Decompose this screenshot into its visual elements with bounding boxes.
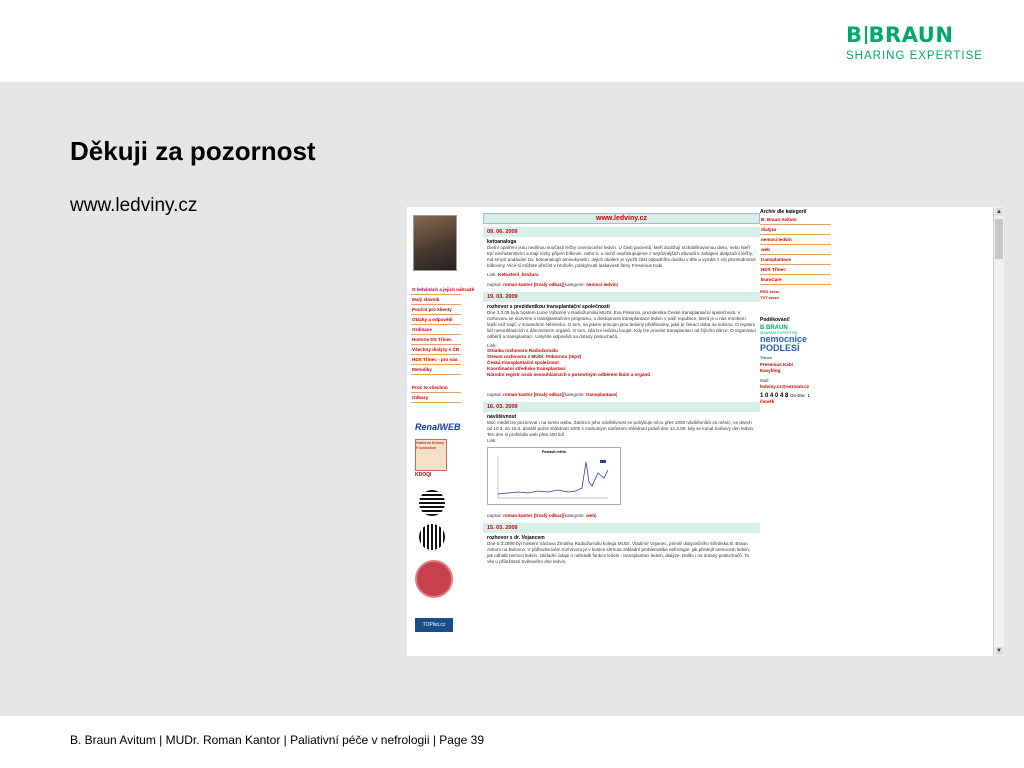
toplist-badge[interactable]: TOPlist.cz — [415, 618, 453, 632]
post-body: Dietní opatření jsou nedílnou součástí léčby onemocnění ledvin. U části pacientů, kteří dodržují nízkobílkovinnou dietu, nebo kteří trpí nechutenstvím a mají nízký příjem bílkovin, nebo b, u nichž nepřistupujeme z nejrůznějších důvodů k zahájení dialyzační léčby, má smysl podávání tzv. ketoanalogů aminokyselin. Jejich úkolem je využít část odpadního dusíku v těle a vyrobit z něj plnohodnotné bílkoviny. Více si můžete přečíst v brožuře, poskytnuté laskavostí firmy Fresenius Kabi — [487, 245, 756, 268]
bbraun-sponsor-logo[interactable]: B BRAUN SHARING EXPERTISE — [760, 325, 798, 335]
category-link[interactable]: transplantace — [586, 392, 616, 397]
vertical-scrollbar[interactable] — [993, 207, 1004, 656]
category-menu — [760, 215, 831, 285]
left-menu-item[interactable]: Odkazy — [411, 393, 461, 403]
post — [483, 533, 760, 567]
category-link[interactable]: transplantace — [760, 255, 831, 265]
left-menu-item — [411, 375, 461, 383]
post-meta: napsal: roman kantor [trvalý odkaz][kategorie: nemoci ledvin] — [487, 282, 619, 287]
post-link: Link: Ketosteril_brožura — [487, 272, 539, 277]
post-body: Dne 6.3.2009 byl hostem Václava Žmolíka Radiožurnálu kolega MUDr. Vladimír Vojanec, primář dialyzačního střediska B. Braun Avitum na Bulovce. V půlhodinovém rozhovoru je v kostce shrnuta základní problematika nefrologie: jak předejít nemocem ledvin, jak odhalit nemoci ledvin, základní údaje o náhradě funkce ledvin - transplantaci ledvin, dialýze. Došlo i na dotazy posluchačů. To vše u příležitosti Světového dne ledvin. — [487, 541, 751, 564]
left-menu-item[interactable]: Historie DS Třinec — [411, 335, 461, 345]
post-link[interactable]: Stream rozhovoru s MUDr. Pokornou (mp3) — [487, 354, 582, 359]
visits-chart-image — [487, 447, 621, 505]
category-link[interactable]: HDS Třinec — [760, 265, 831, 275]
ketosteril-link[interactable]: Ketosteril_brožura — [498, 272, 539, 277]
sponsor-list — [760, 362, 831, 390]
sponsor-easyblog[interactable]: Easyblog — [760, 368, 781, 373]
left-menu-item[interactable]: Pouční pro klienty — [411, 305, 461, 315]
striped-circle-icon — [419, 524, 445, 550]
category-link[interactable]: web — [760, 245, 831, 255]
rss-links — [760, 289, 831, 301]
post — [483, 412, 760, 520]
scroll-down-icon[interactable]: ▼ — [996, 648, 1002, 654]
post-body: Moc mediil lze pozorovat i na tomto webu. Zatímco jeho návštěvnost se pohybuje něco přes 1000 návštěvníků za měsíc, ve dnech od 10.3. do 15.3. dosáhl počet shlédnutí 1000 s mohutným nárůstem shlédnutí právě dne 12.3.09, kdy se konal Světový den ledvin. Ten den si prohlédlo web přes 400 lidí — [487, 420, 755, 437]
logo-tagline: SHARING EXPERTISE — [846, 50, 983, 62]
post-meta: napsal: roman kantor [trvalý odkaz][kategorie: web] — [487, 513, 597, 518]
post-date: 15. 03. 2009 — [483, 523, 760, 533]
left-menu-item[interactable]: Proč to všechno — [411, 383, 461, 393]
post-links — [487, 348, 756, 378]
thanks-title: Poděkování! — [760, 317, 790, 323]
site-header[interactable]: www.ledviny.cz — [483, 213, 760, 224]
scroll-up-icon[interactable]: ▲ — [996, 209, 1002, 215]
left-menu-item[interactable]: O ledvinách a jejich náhradě — [411, 285, 461, 295]
author-link[interactable]: roman kantor — [503, 282, 533, 287]
mail-label: Mail: — [760, 378, 770, 383]
right-column — [760, 209, 831, 405]
post-title: rozhovor s prezidentkou transplantační společnosti — [487, 304, 610, 310]
post-date: 09. 06. 2009 — [483, 227, 760, 237]
category-link[interactable]: nemoci ledvin — [586, 282, 617, 287]
main-column — [483, 213, 760, 567]
permalink[interactable]: [trvalý odkaz] — [533, 282, 564, 287]
slide-url: www.ledviny.cz — [70, 195, 198, 216]
post — [483, 237, 760, 289]
category-link[interactable]: dialýza — [760, 225, 831, 235]
chart-image-title: Postavit refelo — [541, 450, 567, 454]
kdogi-label: KDOQI — [415, 472, 432, 478]
badges — [415, 417, 461, 632]
renalweb-badge[interactable]: RenalWEB — [415, 422, 461, 432]
scroll-thumb[interactable] — [995, 219, 1003, 259]
top-bar — [0, 0, 1024, 82]
left-menu-item[interactable]: Otázky a odpovědi — [411, 315, 461, 325]
rss-link[interactable]: RSS verze — [760, 289, 780, 294]
society-seal-icon — [415, 560, 453, 598]
post-link[interactable]: Stránka rozhovoru Radiožurnálu — [487, 348, 558, 353]
logo-wordmark: B BRAUN — [846, 23, 954, 47]
category-link[interactable]: EuroCare — [760, 275, 831, 285]
slide-title: Děkuji za pozornost — [70, 136, 316, 166]
permalink[interactable]: [trvalý odkaz] — [533, 392, 564, 397]
author-link[interactable]: roman kantor — [503, 392, 533, 397]
nemocnice-podlesi-logo[interactable]: nemocnice PODLESÍ Třinec — [760, 334, 808, 360]
category-link[interactable]: web — [586, 513, 596, 518]
post-meta: napsal: roman kantor [trvalý odkaz][kategorie: transplantace] — [487, 392, 618, 397]
left-menu-item[interactable]: Všechny dialýzy v ČR — [411, 345, 461, 355]
post-link-label: Link: — [487, 343, 497, 348]
post-link[interactable]: Národní registr osob nesouhlasících s posmrtným odběrem tkání a orgánů — [487, 372, 651, 377]
left-menu-item[interactable]: Malý slovník — [411, 295, 461, 305]
visit-counter: 1 0 4 0 4 8 On-line: 1 — [760, 393, 810, 399]
bbraun-logo — [846, 24, 983, 62]
post-link[interactable]: Česká transplantační společnost — [487, 360, 559, 365]
post-date: 16. 03. 2009 — [483, 402, 760, 412]
post-link[interactable]: Koordinační středisko transplantací — [487, 366, 566, 371]
striped-globe-icon — [419, 490, 445, 516]
left-menu-item[interactable]: Ordinace — [411, 325, 461, 335]
post-body: Dne 3.3.09 byla hostem Lucie Výborné v Radiožurnálu MUDr. Eva Pokorná, prezidentka České transplantační společnosti. V rozhovoru se dozvíme o transplantačním programu, o dostupnosti transplantace ledvin v naší republice, která je u nás mnohem lepší než např. v sousedním Německu. O tom, na jakém principu jsou ledviny přidělovány, jaké je čekací doba na ledvinu. O registru lidí nesouhlasících s dárcovstvím orgánů. O tom, zda lze ledvinu koupit. Kdy lze provést transplantaci od žijícího dárce. O organizaci odběrů a transplantací. Uslyšíte odpovědi na dotazy posluchačů. — [487, 310, 756, 339]
post — [483, 302, 760, 399]
archive-title: Archív dle kategorií — [760, 209, 807, 215]
website-screenshot — [407, 207, 1004, 656]
left-menu — [411, 285, 475, 403]
category-link[interactable]: B. Braun Avitum — [760, 215, 831, 225]
chart-graphic — [488, 448, 620, 504]
post-link-label: Link: — [487, 438, 497, 443]
online-people: člověk — [760, 399, 775, 404]
post-date: 19. 03. 2009 — [483, 292, 760, 302]
author-link[interactable]: roman kantor — [503, 513, 533, 518]
author-photo — [413, 215, 457, 271]
slide-footer: B. Braun Avitum | MUDr. Roman Kantor | Paliativní péče v nefrologii | Page 39 — [70, 733, 484, 747]
txt-link[interactable]: TXT verze — [760, 295, 779, 300]
left-menu-item[interactable]: HDS Třinec - pro nás — [411, 355, 461, 365]
post-title: ketoanaloga — [487, 239, 517, 245]
permalink[interactable]: [trvalý odkaz] — [533, 513, 564, 518]
post-title: návštěvnost — [487, 414, 517, 420]
post-title: rozhovor s dr. Vojancem — [487, 535, 545, 541]
kidney-foundation-badge[interactable]: National Kidney Foundation — [415, 439, 447, 471]
mail-link[interactable]: ledviny.cz@seznam.cz — [760, 384, 810, 389]
left-menu-item[interactable]: Metodiky — [411, 365, 461, 375]
left-column — [411, 215, 475, 632]
category-link[interactable]: nemoci ledvin — [760, 235, 831, 245]
sponsor-fresenius[interactable]: Fresenius Kabi — [760, 362, 793, 367]
